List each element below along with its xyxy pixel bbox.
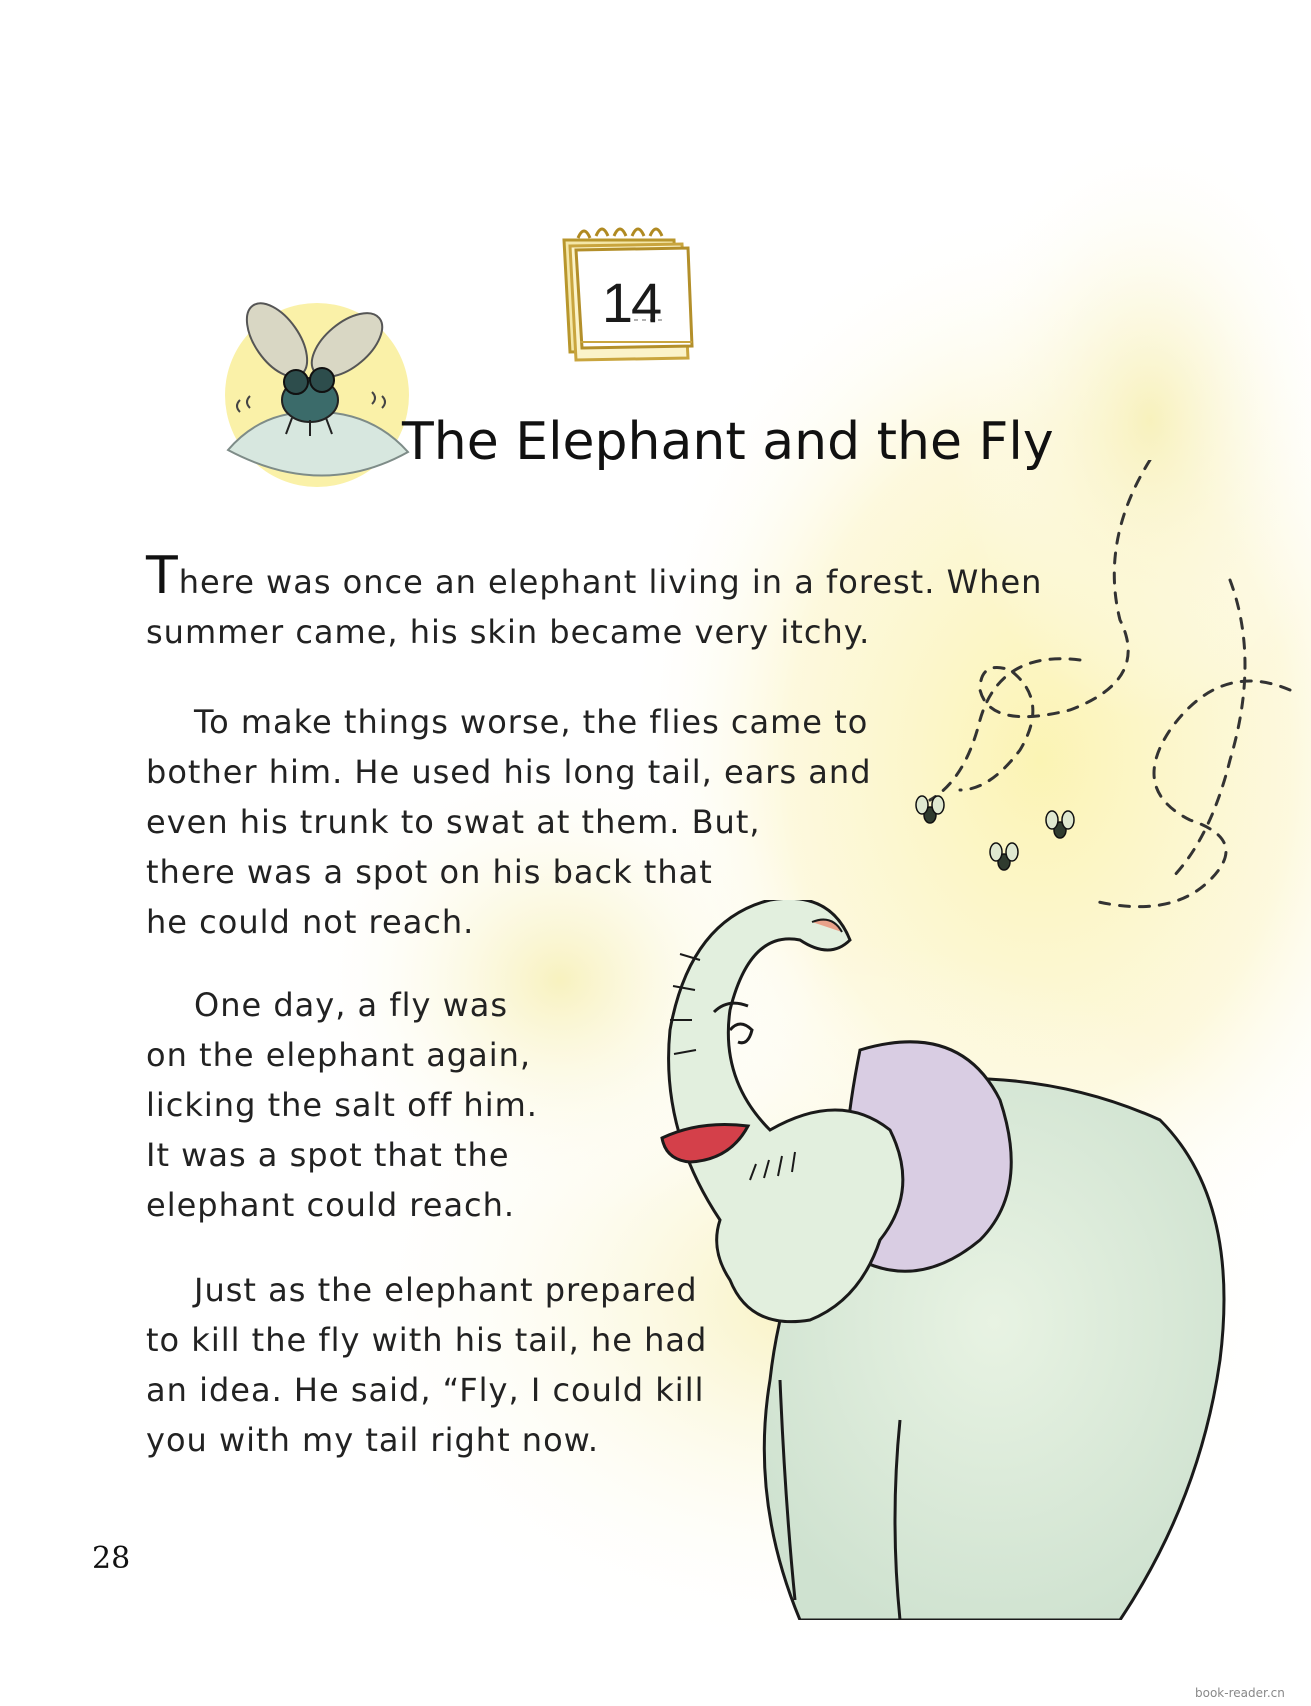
paragraph-line: elephant could reach. (146, 1186, 516, 1224)
paragraph-line: to kill the fly with his tail, he had (146, 1321, 708, 1359)
paragraph-line: licking the salt off him. (146, 1086, 538, 1124)
paragraph-line: there was a spot on his back that (146, 853, 713, 891)
elephant-illustration (600, 900, 1300, 1620)
paragraph-line: Just as the elephant prepared (194, 1271, 698, 1309)
paragraph-line: on the elephant again, (146, 1036, 532, 1074)
paragraph-line: One day, a fly was (194, 986, 509, 1024)
watermark: book-reader.cn (1195, 1686, 1285, 1700)
paragraph-line: summer came, his skin became very itchy. (146, 613, 871, 651)
paragraph-line: you with my tail right now. (146, 1421, 600, 1459)
paragraph-line: bother him. He used his long tail, ears and (146, 753, 872, 791)
paragraph-line: he could not reach. (146, 903, 475, 941)
lesson-number: 14 (601, 271, 661, 334)
paragraph-line: even his trunk to swat at them. But, (146, 803, 761, 841)
story-title: The Elephant and the Fly (402, 412, 1054, 472)
page-number: 28 (92, 1541, 131, 1576)
paragraph-line: an idea. He said, “Fly, I could kill (146, 1371, 705, 1409)
line-text: here was once an elephant living in a forest. When (178, 563, 1043, 601)
dropcap: T (146, 546, 179, 606)
paragraph-line: It was a spot that the (146, 1136, 510, 1174)
paragraph-3 (146, 980, 538, 1230)
fly-illustration (222, 300, 412, 490)
paragraph-line: To make things worse, the flies came to (194, 703, 869, 741)
